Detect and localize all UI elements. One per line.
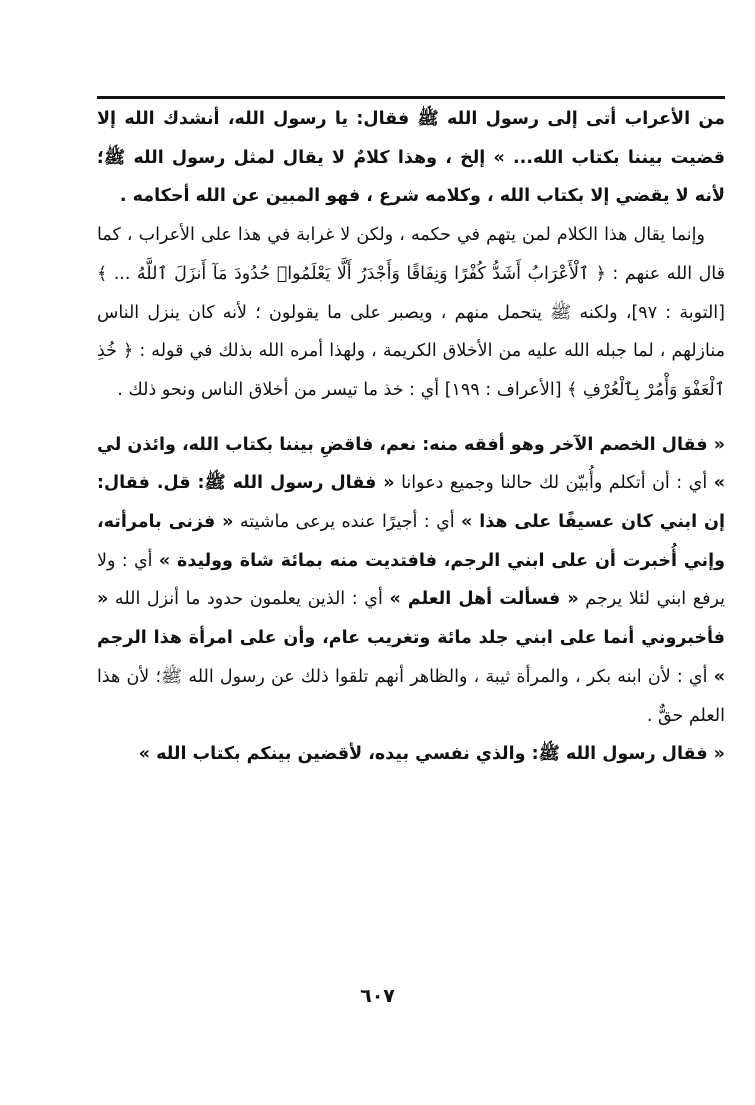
paragraph-1: من الأعراب أتى إلى رسول الله ﷺ فقال: يا رسول الله، أنشدك الله إلا قضيت بيننا بكتاب الله... » إلخ ، وهذا كلامٌ لا يقال لمثل رسول الله ﷺ؛ لأنه لا يقضي إلا بكتاب الله ، وكلامه شرع ، فهو المبين عن الله أحكامه .: [97, 109, 725, 207]
hadith-quote: « فأخبروني أنما على ابني جلد مائة وتغريب عام، وأن على امرأة هذا الرجم »: [97, 589, 725, 687]
hadith-quote: « فسألت أهل العلم »: [389, 589, 579, 610]
hadith-quote: « فزنى بامرأته، وإني أُخبرت أن على ابني الرجم، فافتديت منه بمائة شاة ووليدة »: [97, 512, 725, 571]
commentary: أي : أن أتكلم وأُبيّن لك حالنا وجميع دعوانا: [394, 473, 714, 494]
commentary: أي : لأن ابنه بكر ، والمرأة ثيبة ، والظاهر أنهم تلقوا ذلك عن رسول الله ﷺ؛ لأن هذا العلم حقٌّ .: [97, 666, 725, 726]
header-rule: [97, 96, 725, 99]
commentary: أي : أجيرًا عنده يرعى ماشيته: [233, 512, 462, 533]
commentary: أي : الذين يعلمون حدود ما أنزل الله: [108, 589, 390, 610]
paragraph-2: وإنما يقال هذا الكلام لمن يتهم في حكمه ، ولكن لا غرابة في هذا على الأعراب ، كما قال الله عنهم : ﴿ ٱلْأَعْرَابُ أَشَدُّ كُفْرًا وَنِفَاقًا وَأَجْدَرُ أَلَّا يَعْلَمُوا۟ حُدُودَ مَآ أَنزَلَ ٱللَّهُ ... ﴾ [التوبة : ٩٧]، ولكنه ﷺ يتحمل منهم ، ويصبر على ما يقولون ؛ لأنه كان ينزل الناس منازلهم ، لما جبله الله عليه من الأخلاق الكريمة ، ولهذا أمره الله بذلك في قوله : ﴿ خُذِ ٱلْعَفْوَ وَأْمُرْ بِٱلْعُرْفِ ﴾ [الأعراف : ١٩٩] أي : خذ ما تيسر من أخلاق الناس ونحو ذلك .: [97, 225, 725, 400]
hadith-quote: « فقال الخصم الآخر وهو أفقه منه: نعم، فاقضِ بيننا بكتاب الله، وائذن لي »: [97, 434, 725, 494]
page-number: ٦٠٧: [360, 985, 395, 1007]
paragraph-4: « فقال رسول الله ﷺ: والذي نفسي بيده، لأقضين بينكم بكتاب الله »: [138, 744, 725, 765]
hadith-quote: « فقال رسول الله ﷺ: قل. فقال: إن ابني كان عسيفًا على هذا »: [97, 473, 725, 533]
body-text: [97, 100, 725, 774]
commentary: أي : ولا يرفع ابني لئلا يرجم: [97, 550, 725, 610]
paragraph-gap: [97, 410, 725, 426]
paragraph-3: [97, 426, 725, 736]
